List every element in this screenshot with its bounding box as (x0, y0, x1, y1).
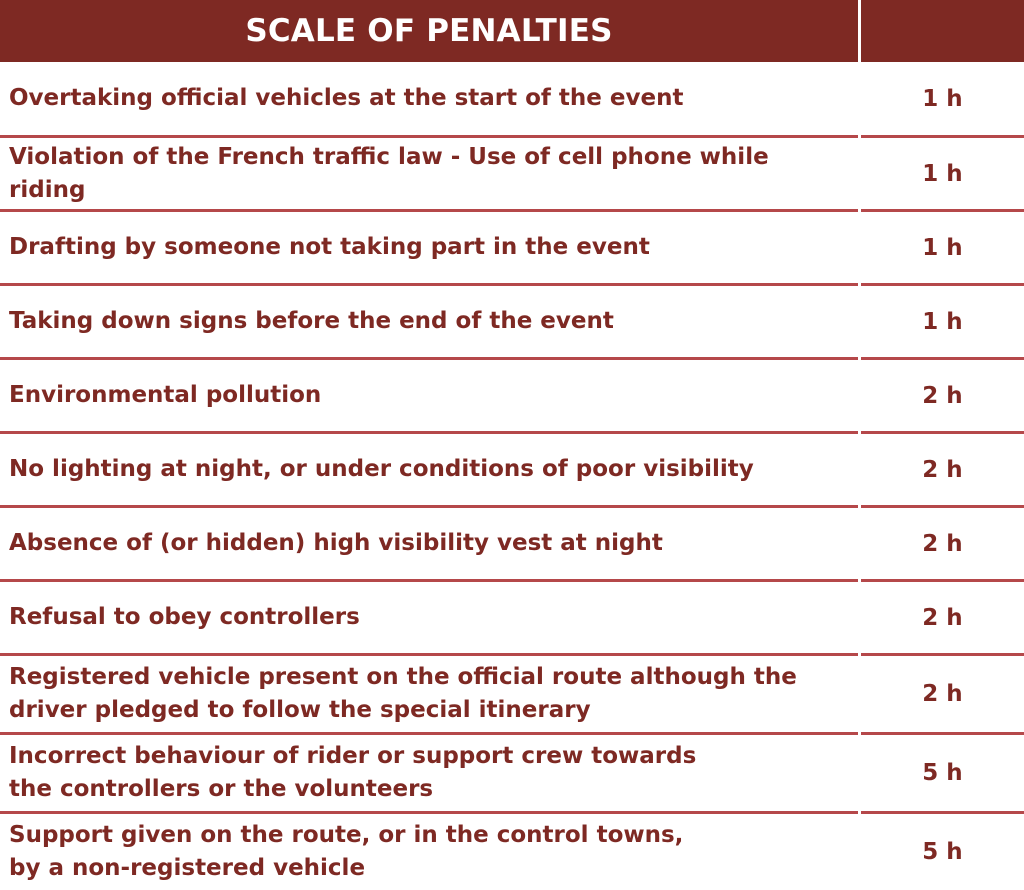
penalty-time: 1 h (922, 308, 963, 335)
penalty-description: Support given on the route, or in the control towns, by a non-registered vehicle (9, 822, 684, 881)
table-row (0, 286, 1024, 360)
header-divider (858, 0, 861, 62)
penalty-description: No lighting at night, or under conditions of poor visibility (9, 456, 754, 482)
table-row (0, 735, 1024, 814)
table-row (0, 508, 1024, 582)
table-row (0, 582, 1024, 656)
table-row (0, 434, 1024, 508)
table-header (0, 0, 1024, 62)
penalty-time: 2 h (922, 530, 963, 557)
penalty-time: 5 h (922, 760, 963, 786)
penalty-description: Drafting by someone not taking part in the event (9, 234, 650, 260)
penalty-description: Environmental pollution (9, 382, 322, 408)
table-row (0, 656, 1024, 735)
penalty-time: 5 h (922, 839, 963, 865)
penalty-description: Absence of (or hidden) high visibility vest at night (9, 530, 663, 556)
table-row (0, 212, 1024, 286)
penalty-description: Overtaking official vehicles at the start of the event (9, 85, 684, 111)
penalty-time: 2 h (922, 604, 963, 631)
table-row (0, 814, 1024, 890)
penalty-time: 2 h (922, 681, 963, 707)
penalty-time: 1 h (922, 234, 963, 261)
table-row (0, 360, 1024, 434)
penalty-time: 1 h (922, 85, 963, 112)
column-divider (858, 62, 861, 890)
penalty-description: Violation of the French traffic law - Use of cell phone while riding (9, 143, 769, 203)
penalty-time: 1 h (922, 160, 963, 187)
penalty-description: Incorrect behaviour of rider or support crew towards the controllers or the volunteers (9, 743, 697, 802)
table-row (0, 138, 1024, 212)
penalty-description: Refusal to obey controllers (9, 604, 360, 630)
penalty-time: 2 h (922, 382, 963, 409)
table-row (0, 62, 1024, 138)
penalty-time: 2 h (922, 456, 963, 483)
penalty-description: Registered vehicle present on the official route although the driver pledged to follow the special itinerary (9, 664, 797, 723)
penalty-description: Taking down signs before the end of the event (9, 308, 614, 334)
table-title: SCALE OF PENALTIES (245, 13, 613, 49)
